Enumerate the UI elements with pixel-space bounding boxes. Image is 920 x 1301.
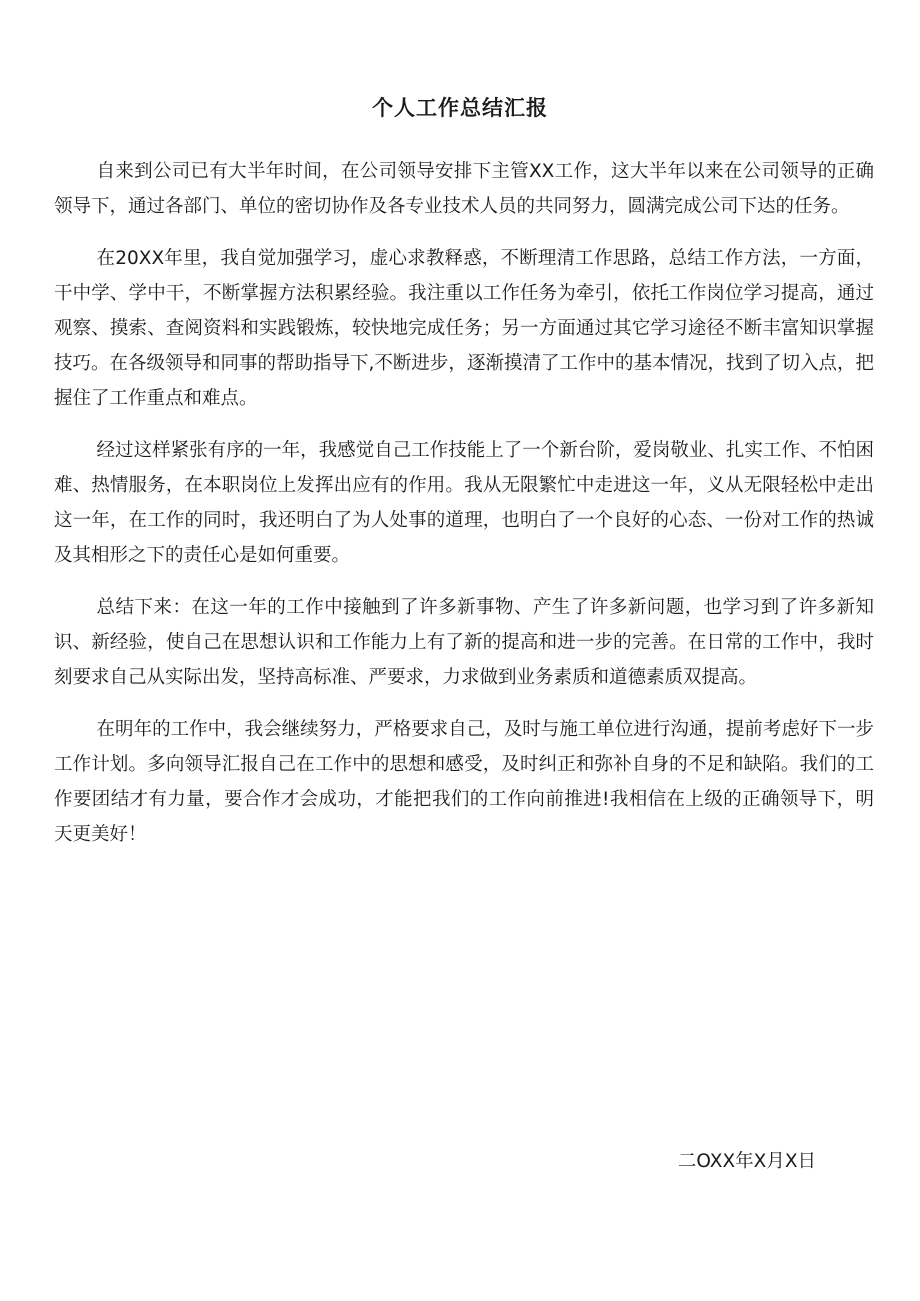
paragraph-progress: 经过这样紧张有序的一年，我感觉自己工作技能上了一个新台阶，爱岗敬业、扎实工作、不怕困难、热情服务，在本职岗位上发挥出应有的作用。我从无限繁忙中走进这一年，义从无限轻松中走出这一年，在工作的同时，我还明白了为人处事的道理，也明白了一个良好的心态、一份对工作的热诚及其相形之下的责任心是如何重要。 [54,440,874,566]
paragraph-intro: 自来到公司已有大半年时间，在公司领导安排下主管XX工作，这大半年以来在公司领导的正确领导下，通过各部门、单位的密切协作及各专业技术人员的共同努力，圆满完成公司下达的任务。 [54,161,874,217]
document-date: 二OXX年X月X日 [677,1151,816,1172]
paragraph-summary: 总结下来：在这一年的工作中接触到了许多新事物、产生了许多新问题，也学习到了许多新知识、新经验，使自己在思想认识和工作能力上有了新的提高和进一步的完善。在日常的工作中，我时刻要求自己从实际出发，坚持高标准、严要求，力求做到业务素质和道德素质双提高。 [54,597,874,688]
paragraph-plan: 在明年的工作中，我会继续努力，严格要求自己，及时与施工单位进行沟通，提前考虑好下一步工作计划。多向领导汇报自己在工作中的思想和感受，及时纠正和弥补自身的不足和缺陷。我们的工作要团结才有力量，要合作才会成功，才能把我们的工作向前推进!我相信在上级的正确领导下，明天更美好！ [54,719,874,845]
document-title: 个人工作总结汇报 [372,96,548,120]
paragraph-learning: 在20XX年里，我自觉加强学习，虚心求教释惑，不断理清工作思路，总结工作方法，一方面，干中学、学中干，不断掌握方法积累经验。我注重以工作任务为牵引，依托工作岗位学习提高，通过观察、摸索、查阅资料和实践锻炼，较快地完成任务；另一方面通过其它学习途径不断丰富知识掌握技巧。在各级领导和同事的帮助指导下,不断进步，逐渐摸清了工作中的基本情况，找到了切入点，把握住了工作重点和难点。 [54,248,874,409]
document-body [54,154,874,869]
